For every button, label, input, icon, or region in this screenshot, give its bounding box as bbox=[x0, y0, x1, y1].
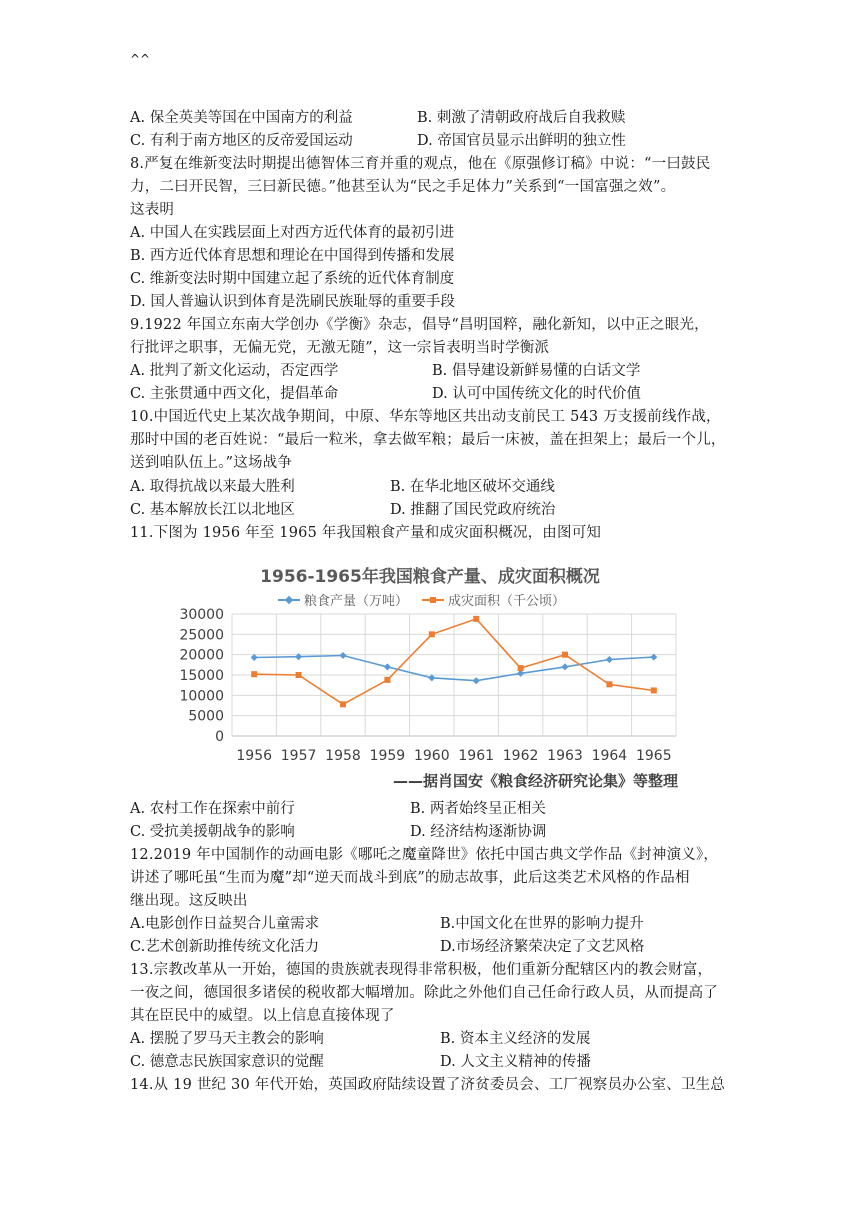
q8-stem-line-3: 这表明 bbox=[130, 202, 175, 218]
x-tick-1960: 1960 bbox=[413, 748, 450, 764]
y-tick-labels bbox=[179, 607, 224, 745]
legend-label-grain: 粮食产量（万吨） bbox=[304, 594, 409, 609]
y-tick-5000: 5000 bbox=[188, 708, 224, 725]
q12-option-a: A.电影创作日益契合儿童需求 bbox=[130, 916, 320, 932]
q10-stem-line-2: 那时中国的老百姓说：“最后一粒米，拿去做军粮；最后一床被，盖在担架上；最后一个儿， bbox=[130, 432, 726, 448]
y-tick-10000: 10000 bbox=[179, 688, 224, 705]
series-1-point-1965 bbox=[651, 687, 657, 693]
q9-option-b: B. 倡导建设新鲜易懂的白话文学 bbox=[432, 363, 641, 379]
q8-option-d: D. 国人普遍认识到体育是洗刷民族耻辱的重要手段 bbox=[130, 294, 455, 310]
q12-option-d: D.市场经济繁荣决定了文艺风格 bbox=[440, 939, 645, 955]
q11-option-c: C. 受抗美援朝战争的影响 bbox=[130, 824, 295, 840]
q8-option-c: C. 维新变法时期中国建立起了系统的近代体育制度 bbox=[130, 271, 455, 287]
series-1-point-1961 bbox=[473, 616, 479, 622]
q12-stem-line-2: 讲述了哪吒虽“生而为魔”却“逆天而战斗到底”的励志故事，此后这类艺术风格的作品相 bbox=[130, 870, 690, 886]
q11-option-d: D. 经济结构逐渐协调 bbox=[410, 824, 547, 840]
series-1-point-1958 bbox=[340, 701, 346, 707]
q7-option-c: C. 有利于南方地区的反帝爱国运动 bbox=[130, 133, 353, 149]
q13-stem-line-1: 13.宗教改革从一开始，德国的贵族就表现得非常积极，他们重新分配辖区内的教会财富， bbox=[130, 962, 713, 978]
series-1-point-1964 bbox=[606, 681, 612, 687]
x-tick-1963: 1963 bbox=[547, 748, 583, 764]
q10-option-c: C. 基本解放长江以北地区 bbox=[130, 502, 295, 518]
chart-legend bbox=[278, 593, 565, 609]
q7-option-a: A. 保全英美等国在中国南方的利益 bbox=[130, 110, 353, 126]
x-tick-1956: 1956 bbox=[236, 748, 273, 764]
series-0-point-1959 bbox=[384, 663, 391, 670]
q8-stem-line-2: 力，二曰开民智，三曰新民德。”他甚至认为“民之手足体力”关系到“一国富强之效”。 bbox=[130, 179, 676, 195]
q13-option-d: D. 人文主义精神的传播 bbox=[440, 1054, 591, 1070]
legend-marker-disaster bbox=[430, 597, 436, 603]
chart-source: ——据肖国安《粮食经济研究论集》等整理 bbox=[392, 772, 678, 790]
q13-option-a: A. 摆脱了罗马天主教会的影响 bbox=[130, 1031, 324, 1047]
x-tick-1962: 1962 bbox=[502, 748, 539, 764]
q13-stem-line-2: 一夜之间，德国很多诸侯的税收都大幅增加。除此之外他们自己任命行政人员，从而提高了 bbox=[130, 985, 718, 1001]
series-0-point-1958 bbox=[339, 652, 346, 659]
series-0-point-1963 bbox=[561, 663, 568, 670]
series-0-point-1964 bbox=[606, 656, 613, 663]
q11-stem-line-1: 11.下图为 1956 年至 1965 年我国粮食产量和成灾面积概况，由图可知 bbox=[130, 525, 602, 541]
y-tick-30000: 30000 bbox=[179, 607, 224, 623]
q8-stem-line-1: 8.严复在维新变法时期提出德智体三育并重的观点，他在《原强修订稿》中说：“一曰鼓民 bbox=[130, 156, 711, 172]
q9-option-a: A. 批判了新文化运动，否定西学 bbox=[130, 363, 339, 379]
series-0-point-1961 bbox=[473, 677, 480, 684]
y-tick-25000: 25000 bbox=[179, 627, 224, 644]
x-tick-1964: 1964 bbox=[591, 748, 628, 764]
q11-option-a: A. 农村工作在探索中前行 bbox=[130, 801, 295, 817]
x-tick-1965: 1965 bbox=[635, 748, 672, 764]
q10-stem-line-1: 10.中国近代史上某次战争期间，中原、华东等地区共出动支前民工 543 万支援前线作战， bbox=[130, 409, 721, 425]
q11-option-b: B. 两者始终呈正相关 bbox=[410, 801, 546, 817]
series-1-point-1956 bbox=[251, 671, 257, 677]
q9-stem-line-1: 9.1922 年国立东南大学创办《学衡》杂志，倡导“昌明国粹，融化新知，以中正之眼光， bbox=[130, 317, 709, 333]
q7-option-b: B. 刺激了清朝政府战后自我救赎 bbox=[417, 110, 626, 126]
q10-option-b: B. 在华北地区破坏交通线 bbox=[390, 479, 555, 495]
q14-stem-line-1: 14.从 19 世纪 30 年代开始，英国政府陆续设置了济贫委员会、工厂视察员办公室、卫生总 bbox=[130, 1077, 726, 1093]
grain-disaster-chart bbox=[170, 562, 690, 794]
header-mark: ^^ bbox=[130, 52, 151, 66]
y-tick-0: 0 bbox=[215, 729, 224, 745]
series-1-point-1962 bbox=[518, 665, 524, 671]
series-1-point-1963 bbox=[562, 652, 568, 658]
q9-option-d: D. 认可中国传统文化的时代价值 bbox=[432, 386, 641, 402]
x-tick-labels bbox=[236, 748, 671, 764]
y-tick-15000: 15000 bbox=[179, 668, 224, 684]
line-chart-svg bbox=[170, 562, 690, 794]
legend-marker-grain bbox=[285, 596, 293, 604]
y-tick-20000: 20000 bbox=[179, 647, 224, 664]
q10-option-d: D. 推翻了国民党政府统治 bbox=[390, 502, 556, 518]
x-tick-1959: 1959 bbox=[369, 748, 406, 764]
q12-option-b: B.中国文化在世界的影响力提升 bbox=[440, 916, 644, 932]
series-1-point-1959 bbox=[384, 677, 390, 683]
legend-label-disaster: 成灾面积（千公顷） bbox=[448, 594, 566, 609]
x-tick-1958: 1958 bbox=[325, 748, 361, 764]
q13-option-b: B. 资本主义经济的发展 bbox=[440, 1031, 591, 1047]
q9-option-c: C. 主张贯通中西文化，提倡革命 bbox=[130, 386, 339, 402]
q8-option-b: B. 西方近代体育思想和理论在中国得到传播和发展 bbox=[130, 248, 455, 264]
series-1-point-1960 bbox=[429, 631, 435, 637]
q13-stem-line-3: 其在臣民中的威望。以上信息直接体现了 bbox=[130, 1008, 395, 1024]
x-tick-1957: 1957 bbox=[280, 748, 317, 764]
q8-option-a: A. 中国人在实践层面上对西方近代体育的最初引进 bbox=[130, 225, 455, 241]
x-tick-1961: 1961 bbox=[458, 748, 495, 764]
q12-stem-line-3: 继出现。这反映出 bbox=[130, 893, 248, 909]
q12-stem-line-1: 12.2019 年中国制作的动画电影《哪吒之魔童降世》依托中国古典文学作品《封神演义》， bbox=[130, 847, 719, 863]
q12-option-c: C.艺术创新助推传统文化活力 bbox=[130, 939, 320, 955]
series-1-point-1957 bbox=[296, 672, 302, 678]
q7-option-d: D. 帝国官员显示出鲜明的独立性 bbox=[417, 133, 626, 149]
q9-stem-line-2: 行批评之职事，无偏无党，无激无随”，这一宗旨表明当时学衡派 bbox=[130, 340, 550, 356]
q10-stem-line-3: 送到咱队伍上。”这场战争 bbox=[130, 455, 293, 471]
chart-title: 1956-1965年我国粮食产量、成灾面积概况 bbox=[260, 567, 600, 587]
q10-option-a: A. 取得抗战以来最大胜利 bbox=[130, 479, 295, 495]
q13-option-c: C. 德意志民族国家意识的觉醒 bbox=[130, 1054, 324, 1070]
